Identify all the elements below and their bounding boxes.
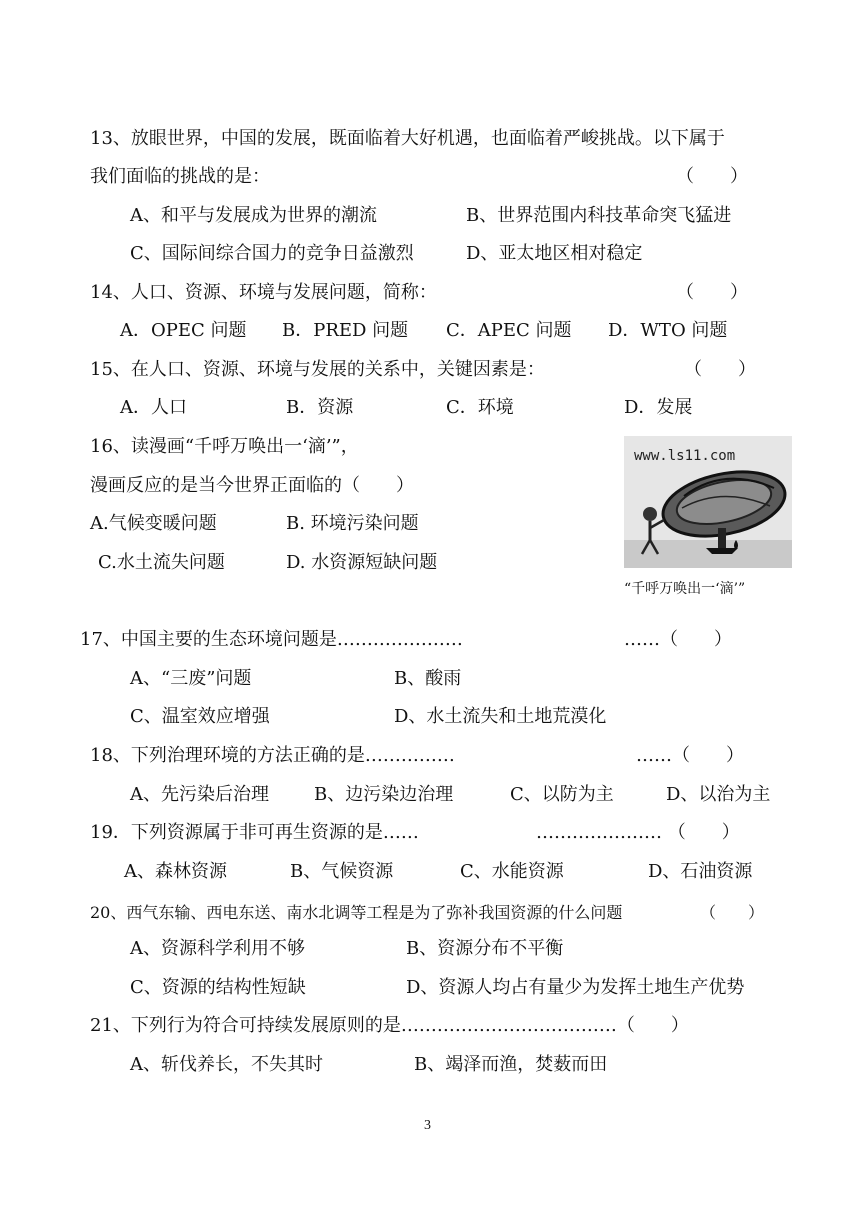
q20-stem: 20、西气东输、西电东送、南水北调等工程是为了弥补我国资源的什么问题	[90, 903, 623, 922]
q15-answer-paren: （ ）	[684, 359, 756, 380]
q20-option-c: C、资源的结构性短缺	[130, 977, 306, 998]
q21-option-b: B、竭泽而渔，焚薮而田	[414, 1054, 608, 1075]
q14-answer-paren: （ ）	[676, 282, 748, 303]
q15-stem: 15、在人口、资源、环境与发展的关系中，关键因素是：	[90, 359, 545, 380]
q15-option-c: C．环境	[446, 397, 514, 418]
q19-option-a: A、森林资源	[124, 861, 227, 882]
cartoon-image	[624, 436, 792, 568]
q15-option-b: B．资源	[286, 397, 354, 418]
q20-answer-paren: （ ）	[700, 903, 765, 922]
q14-option-b: B．PRED 问题	[282, 320, 409, 341]
q18-option-a: A、先污染后治理	[130, 784, 269, 805]
q19-option-c: C、水能资源	[460, 861, 564, 882]
q16-stem-line2: 漫画反应的是当今世界正面临的（ ）	[90, 475, 414, 496]
q18-answer-paren: ……（ ）	[636, 745, 744, 766]
q14-stem: 14、人口、资源、环境与发展问题，简称：	[90, 282, 437, 303]
page-number: 3	[424, 1118, 431, 1133]
q13-option-d: D、亚太地区相对稳定	[466, 243, 643, 264]
q17-option-d: D、水土流失和土地荒漠化	[394, 706, 607, 727]
q13-option-a: A、和平与发展成为世界的潮流	[130, 205, 377, 226]
q18-option-d: D、以治为主	[666, 784, 771, 805]
q17-option-c: C、温室效应增强	[130, 706, 270, 727]
q15-option-d: D．发展	[624, 397, 693, 418]
q20-option-d: D、资源人均占有量少为发挥土地生产优势	[406, 977, 745, 998]
q13-option-b: B、世界范围内科技革命突飞猛进	[466, 205, 732, 226]
q16-option-b: B. 环境污染问题	[286, 513, 419, 534]
q14-option-a: A．OPEC 问题	[120, 320, 247, 341]
q18-stem: 18、下列治理环境的方法正确的是……………	[90, 745, 455, 766]
q14-option-c: C．APEC 问题	[446, 320, 572, 341]
q17-answer-paren: ……（ ）	[624, 629, 732, 650]
svg-text:www.ls11.com: www.ls11.com	[634, 448, 736, 464]
q13-answer-paren: （ ）	[676, 166, 748, 187]
q13-stem-line2: 我们面临的挑战的是：	[90, 166, 270, 187]
q19-option-d: D、石油资源	[648, 861, 753, 882]
q19-option-b: B、气候资源	[290, 861, 394, 882]
q17-option-b: B、酸雨	[394, 668, 462, 689]
q14-option-d: D．WTO 问题	[608, 320, 728, 341]
q21-option-a: A、斩伐养长，不失其时	[130, 1054, 323, 1075]
q21-stem: 21、下列行为符合可持续发展原则的是………………………………（ ）	[90, 1015, 689, 1036]
q20-option-a: A、资源科学利用不够	[130, 938, 305, 959]
q13-option-c: C、国际间综合国力的竞争日益激烈	[130, 243, 414, 264]
q16-stem-line1: 16、读漫画“千呼万唤出一‘滴’”，	[90, 436, 359, 457]
q15-option-a: A．人口	[120, 397, 187, 418]
q20-option-b: B、资源分布不平衡	[406, 938, 564, 959]
q18-option-b: B、边污染边治理	[314, 784, 454, 805]
q16-option-d: D. 水资源短缺问题	[286, 552, 438, 573]
q19-stem: 19．下列资源属于非可再生资源的是……	[90, 822, 419, 843]
q13-stem-line1: 13、放眼世界，中国的发展，既面临着大好机遇，也面临着严峻挑战。以下属于	[90, 128, 725, 149]
q17-option-a: A、“三废”问题	[130, 668, 252, 689]
q19-answer-paren: ………………… （ ）	[536, 822, 740, 843]
q18-option-c: C、以防为主	[510, 784, 614, 805]
q17-stem: 17、中国主要的生态环境问题是…………………	[80, 629, 463, 650]
q16-option-c: C.水土流失问题	[98, 552, 225, 573]
q16-option-a: A.气候变暖问题	[90, 513, 217, 534]
cartoon-caption: “千呼万唤出一‘滴’”	[624, 581, 746, 597]
